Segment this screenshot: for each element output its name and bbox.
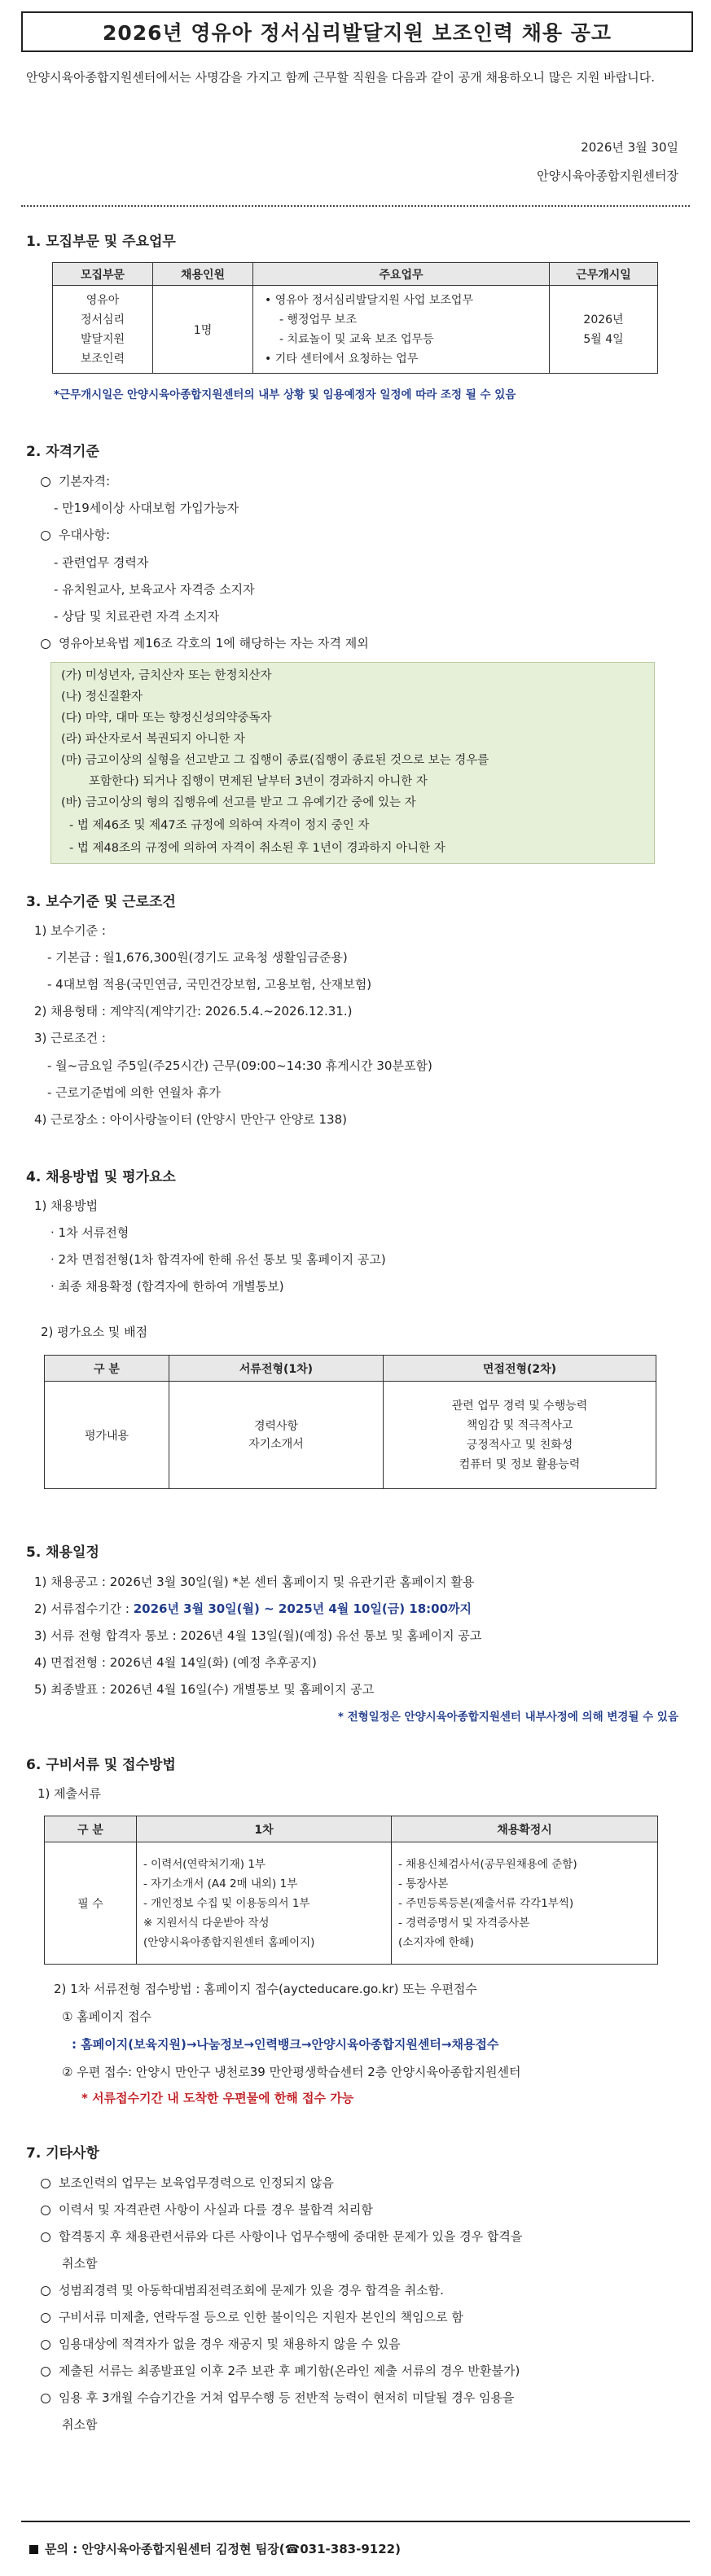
s7-item-4: 성범죄경력 및 아동학대범죄전력조회에 문제가 있을 경우 합격을 취소함. [41,2281,444,2298]
s7-item-8: 임용 후 3개월 수습기간을 거쳐 업무수행 등 전반적 능력이 현저히 미달될 경우 임용을 [41,2389,514,2406]
s7-item-8-cont: 취소함 [62,2417,98,2432]
th-duties: 주요업무 [253,263,550,286]
disqualification-box: (가) 미성년자, 금치산자 또는 한정치산자 (나) 정신질환자 (다) 마약, 대마 또는 향정신성의약중독자 (라) 파산자로서 복권되지 아니한 자 (마) 금고이상의 실형을 선고받고 그 집행이 종료(집행이 종료된 것으로 보는 경우를 포함한다) 되거나 집행이 면제된 날부터 3년이 경과하지 아니한 자 (바) 금고이상의 형의 집행유예 선고를 받고 그 유예기간 중에 있는 자 - 법 제46조 및 제47조 규정에 의하여 자격이 정지 중인 자 - 법 제48조의 규정에 의하여 자격이 취소된 후 1년이 경과하지 아니한 자 [50,662,655,864]
th-doc-final: 채용확정시 [392,1816,658,1842]
s5-line-3: 3) 서류 전형 합격자 통보 : 2026년 4월 13일(월)(예정) 유선 통보 및 홈페이지 공고 [34,1628,482,1643]
th-interview: 면접전형(2차) [384,1356,656,1382]
s5-note: * 전형일정은 안양시육아종합지원센터 내부사정에 의해 변경될 수 있음 [337,1711,678,1724]
pref-2: - 유치원교사, 보육교사 자격증 소지자 [54,582,255,597]
pref-3: - 상담 및 치료관련 자격 소지자 [54,609,220,624]
basic-label: 기본자격: [41,472,110,489]
th-dept: 모집부문 [53,263,153,286]
doc-first-cell: - 이력서(연락처기재) 1부 - 자기소개서 (A4 2매 내외) 1부 - 개인정보 수집 및 이용동의서 1부 ※ 지원서식 다운받아 작성 (안양시육아종합지원센터 홈페이지) [137,1842,392,1965]
s6-post: ② 우편 접수: 안양시 만안구 냉천로39 만안평생학습센터 2층 안양시육아종합지원센터 [62,2065,521,2079]
doc-row-label: 필 수 [45,1842,137,1965]
eval-interview-cell: 관련 업무 경력 및 수행능력 책임감 및 적극적사고 긍정적사고 및 친화성 컴퓨터 및 정보 활용능력 [384,1382,656,1489]
divider [21,205,690,207]
s5-line-2: 2) 서류접수기간 : 2026년 3월 30일(월) ~ 2025년 4월 10일(금) 18:00까지 [34,1601,472,1616]
s3-line-2: - 기본급 : 월1,676,300원(경기도 교육청 생활임금준용) [47,950,348,965]
documents-table [44,1816,658,1965]
section-7-heading: 7. 기타사항 [26,2145,99,2162]
s3-line-5: 3) 근로조건 : [34,1031,106,1045]
dept-cell: 영유아 정서심리 발달지원 보조인력 [53,286,153,374]
th-count: 채용인원 [153,263,253,286]
s5-line-5: 5) 최종발표 : 2026년 4월 16일(수) 개별통보 및 홈페이지 공고 [34,1682,375,1697]
footer-divider [21,2521,690,2522]
s6-method: 2) 1차 서류전형 접수방법 : 홈페이지 접수(aycteducare.go.kr) 또는 우편접수 [54,1982,477,1996]
th-doc-first: 1차 [137,1816,392,1842]
s6-home: ① 홈페이지 접수 [62,2009,151,2024]
s5-line-4: 4) 면접전형 : 2026년 4월 14일(화) (예정 추후공지) [34,1655,317,1670]
start-cell: 2026년 5월 4일 [550,286,658,374]
basic-1: - 만19세이상 사대보험 가입가능자 [54,501,239,515]
section-3-heading: 3. 보수기준 및 근로조건 [26,894,176,910]
section-1-heading: 1. 모집부문 및 주요업무 [26,234,176,250]
s3-line-4: 2) 채용형태 : 계약직(계약기간: 2026.5.4.~2026.12.31.) [34,1004,353,1019]
s3-line-3: - 4대보험 적용(국민연금, 국민건강보험, 고용보험, 산재보험) [47,977,372,992]
duties-cell: • 영유아 정서심리발달지원 사업 보조업무 - 행정업무 보조 - 치료놀이 및 교육 보조 업무등 • 기타 센터에서 요청하는 업무 [253,286,550,374]
doc-final-cell: - 채용신체검사서(공무원채용에 준함) - 통장사본 - 주민등록등본(제출서류 각각1부씩) - 경력증명서 및 자격증사본 (소지자에 한해) [392,1842,658,1965]
square-bullet-icon [29,2545,38,2554]
s3-line-1: 1) 보수기준 : [34,923,106,938]
th-eval-label: 구 분 [45,1356,169,1382]
s7-item-3: 합격통지 후 채용관련서류와 다른 사항이나 업무수행에 중대한 문제가 있을 경우 합격을 [41,2228,522,2245]
s6-post-note: * 서류접수기간 내 도착한 우편물에 한해 접수 가능 [81,2091,354,2105]
notice-org: 안양시육아종합지원센터장 [537,169,678,183]
s1-note: *근무개시일은 안양시육아종합지원센터의 내부 상황 및 임용예정자 일정에 따라 조정 될 수 있음 [54,388,516,401]
th-doc: 서류전형(1차) [169,1356,384,1382]
section-4-heading: 4. 채용방법 및 평가요소 [26,1169,176,1185]
eval-row-label: 평가내용 [45,1382,169,1489]
excl-line: 영유아보육법 제16조 각호의 1에 해당하는 자는 자격 제외 [41,634,369,651]
count-cell: 1명 [153,286,253,374]
pref-label: 우대사항: [41,526,110,543]
s6-path[interactable]: : 홈페이지(보육지원)→나눔정보→인력뱅크→안양시육아종합지원센터→채용접수 [72,2037,499,2052]
s4-line-1: 1) 채용방법 [34,1198,99,1213]
s4-line-4: · 최종 채용확정 (합격자에 한하여 개별통보) [50,1279,284,1294]
section-2-heading: 2. 자격기준 [26,444,99,460]
recruit-table [52,262,658,374]
s7-item-1: 보조인력의 업무는 보육업무경력으로 인정되지 않음 [41,2174,334,2191]
s3-line-7: - 근로기준법에 의한 연월차 휴가 [47,1085,221,1100]
s5-line-1: 1) 채용공고 : 2026년 3월 30일(월) *본 센터 홈페이지 및 유관기관 홈페이지 활용 [34,1575,475,1589]
section-5-heading: 5. 채용일정 [26,1544,99,1561]
footer-contact: 문의 : 안양시육아종합지원센터 김정현 팀장(☎031-383-9122) [29,2540,401,2557]
pref-1: - 관련업무 경력자 [54,555,149,570]
s7-item-3-cont: 취소함 [62,2256,98,2271]
s7-item-5: 구비서류 미제출, 연락두절 등으로 인한 불이익은 지원자 본인의 책임으로 함 [41,2308,463,2325]
s4-line-2: · 1차 서류전형 [50,1225,129,1240]
th-start: 근무개시일 [550,263,658,286]
s7-item-2: 이력서 및 자격관련 사항이 사실과 다를 경우 불합격 처리함 [41,2201,373,2218]
page-title: 2026년 영유아 정서심리발달지원 보조인력 채용 공고 [21,11,693,52]
intro-text: 안양시육아종합지원센터에서는 사명감을 가지고 함께 근무할 직원을 다음과 같이 공개 채용하오니 많은 지원 바랍니다. [26,70,655,85]
s4-line-5: 2) 평가요소 및 배점 [41,1325,148,1339]
s3-line-6: - 월~금요일 주5일(주25시간) 근무(09:00~14:30 휴게시간 30분포함) [47,1058,432,1073]
notice-date: 2026년 3월 30일 [581,140,678,155]
s7-item-6: 임용대상에 적격자가 없을 경우 재공지 및 채용하지 않을 수 있음 [41,2335,401,2352]
s6-sub: 1) 제출서류 [37,1786,102,1801]
section-6-heading: 6. 구비서류 및 접수방법 [26,1757,176,1773]
s3-line-8: 4) 근로장소 : 아이사랑놀이터 (안양시 만안구 안양로 138) [34,1112,347,1127]
s4-line-3: · 2차 면접전형(1차 합격자에 한해 유선 통보 및 홈페이지 공고) [50,1252,386,1267]
eval-doc-cell: 경력사항 자기소개서 [169,1382,384,1489]
evaluation-table [44,1355,656,1489]
s7-item-7: 제출된 서류는 최종발표일 이후 2주 보관 후 폐기함(온라인 제출 서류의 경우 반환불가) [41,2362,520,2379]
th-doc-kind: 구 분 [45,1816,137,1842]
